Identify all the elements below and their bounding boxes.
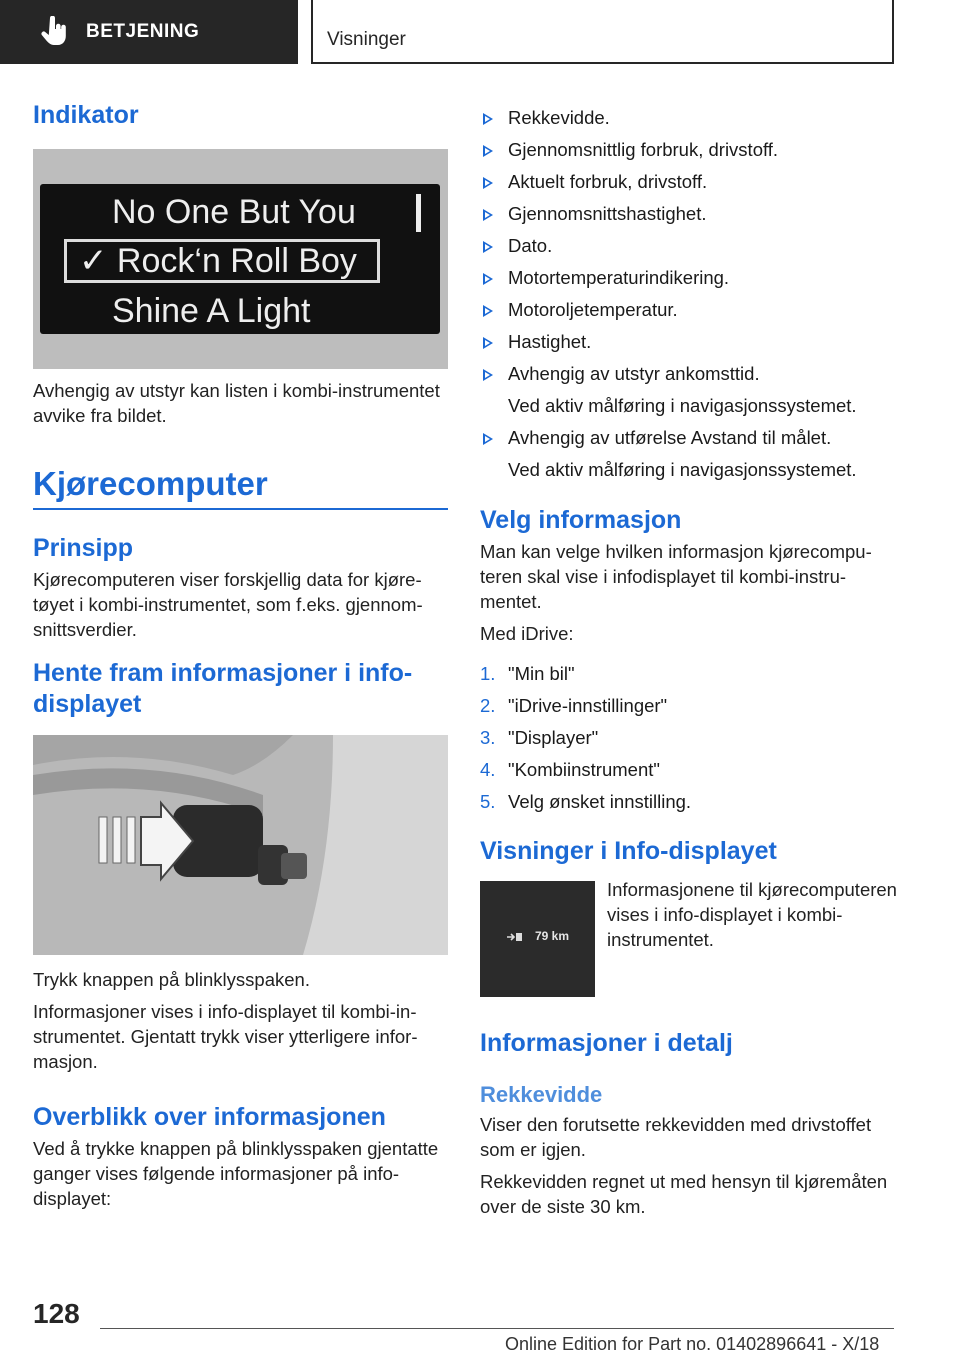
range-value: 79 km xyxy=(535,929,570,943)
triangle-bullet-icon xyxy=(483,433,493,445)
info-bullet-item xyxy=(480,233,895,258)
track-list-image xyxy=(33,149,448,369)
info-bullet-item xyxy=(480,105,895,130)
track-line-1: No One But You xyxy=(112,193,356,231)
step-number: 2. xyxy=(480,695,496,716)
hand-pointer-icon xyxy=(40,16,68,48)
bullet-text: Dato. xyxy=(508,235,553,256)
info-bullet-item xyxy=(480,425,895,482)
info-bullet-list xyxy=(480,105,895,482)
step-number: 5. xyxy=(480,791,496,812)
bullet-text: Avhengig av utstyr ankomsttid. xyxy=(508,363,760,384)
triangle-bullet-icon xyxy=(483,369,493,381)
bullet-text: Motortemperaturindikering. xyxy=(508,267,730,288)
track-line-3: Shine A Light xyxy=(112,292,311,330)
chapter-tab xyxy=(311,0,894,64)
bullet-text: Aktuelt forbruk, drivstoff. xyxy=(508,171,708,192)
edition-note: Online Edition for Part no. 01402896641 - X/18 xyxy=(505,1334,880,1354)
step-item xyxy=(480,789,895,814)
velg-heading: Velg informasjon xyxy=(480,506,682,534)
step-item xyxy=(480,725,895,750)
detalj-heading: Informasjoner i detalj xyxy=(480,1029,733,1057)
info-bullet-item xyxy=(480,169,895,194)
info-bullet-item xyxy=(480,297,895,322)
triangle-bullet-icon xyxy=(483,209,493,221)
track-line-2-selected: ✓ Rock‘n Roll Boy xyxy=(64,239,380,283)
chapter-label: Visninger xyxy=(327,29,406,50)
bullet-text: Avhengig av utførelse Avstand til målet. xyxy=(508,427,832,448)
prinsipp-heading: Prinsipp xyxy=(33,534,134,562)
triangle-bullet-icon xyxy=(483,337,493,349)
step-text: "iDrive-innstillinger" xyxy=(508,695,668,716)
triangle-bullet-icon xyxy=(483,145,493,157)
visninger-heading: Visninger i Info-displayet xyxy=(480,837,777,865)
overblikk-text: Ved å trykke knappen på blinklysspaken gjentatte ganger vises følgende informasjoner på info-displayet: xyxy=(33,1138,439,1209)
bullet-subtext: Ved aktiv målføring i navigasjonssystemet. xyxy=(508,459,857,480)
triangle-bullet-icon xyxy=(483,113,493,125)
indikator-heading: Indikator xyxy=(33,101,139,129)
right-column xyxy=(480,105,895,1219)
bullet-text: Gjennomsnittshastighet. xyxy=(508,203,707,224)
info-bullet-item xyxy=(480,201,895,226)
step-text: Velg ønsket innstilling. xyxy=(508,791,692,812)
rekkevidde-text-2: Rekkevidden regnet ut med hensyn til kjøremåten over de siste 30 km. xyxy=(480,1171,888,1217)
med-idrive-text: Med iDrive: xyxy=(480,623,574,644)
stalk-image xyxy=(33,735,448,955)
step-item xyxy=(480,661,895,686)
velg-text: Man kan velge hvilken informasjon kjørecomputeren skal vise i infodisplayet til kombi-instrumentet. xyxy=(480,541,872,612)
visninger-text: Informasjonene til kjørecomputeren vises i info-displayet i kombiinstrumentet. xyxy=(607,879,897,950)
bullet-text: Hastighet. xyxy=(508,331,592,352)
step-text: "Min bil" xyxy=(508,663,575,684)
step-number: 1. xyxy=(480,663,496,684)
info-bullet-item xyxy=(480,137,895,162)
prinsipp-text: Kjørecomputeren viser forskjellig data for kjøretøyet i kombi-instrumentet, som f.eks. gjennomsnittsverdier. xyxy=(33,569,423,640)
scrollbar-indicator xyxy=(416,194,421,232)
footer-rule xyxy=(100,1328,894,1329)
info-display-image xyxy=(480,881,595,997)
info-bullet-item xyxy=(480,361,895,418)
range-icon xyxy=(507,930,523,942)
section-label: BETJENING xyxy=(86,21,200,42)
bullet-text: Rekkevidde. xyxy=(508,107,610,128)
bullet-subtext: Ved aktiv målføring i navigasjonssystemet. xyxy=(508,395,857,416)
bullet-text: Motoroljetemperatur. xyxy=(508,299,678,320)
bullet-text: Gjennomsnittlig forbruk, drivstoff. xyxy=(508,139,779,160)
hente-text-1: Trykk knappen på blinklysspaken. xyxy=(33,969,310,990)
triangle-bullet-icon xyxy=(483,273,493,285)
left-column xyxy=(33,100,448,1211)
overblikk-heading: Overblikk over informasjonen xyxy=(33,1103,386,1131)
step-number: 4. xyxy=(480,759,496,780)
main-heading: Kjørecomputer xyxy=(33,465,268,502)
triangle-bullet-icon xyxy=(483,241,493,253)
image-caption: Avhengig av utstyr kan listen i kombi-instrumentet avvike fra bildet. xyxy=(33,380,440,426)
rekkevidde-heading: Rekkevidde xyxy=(480,1082,603,1107)
triangle-bullet-icon xyxy=(483,305,493,317)
page-number: 128 xyxy=(33,1298,80,1329)
idrive-step-list xyxy=(480,661,895,814)
step-item xyxy=(480,757,895,782)
heading-rule xyxy=(33,508,448,510)
rekkevidde-text-1: Viser den forutsette rekkevidden med drivstoffet som er igjen. xyxy=(480,1114,872,1160)
step-item xyxy=(480,693,895,718)
section-tab xyxy=(0,0,298,64)
step-number: 3. xyxy=(480,727,496,748)
step-text: "Kombiinstrument" xyxy=(508,759,660,780)
info-bullet-item xyxy=(480,329,895,354)
step-text: "Displayer" xyxy=(508,727,599,748)
triangle-bullet-icon xyxy=(483,177,493,189)
hente-text-2: Informasjoner vises i info-displayet til kombi-instrumentet. Gjentatt trykk viser ytterligere informasjon. xyxy=(33,1001,418,1072)
info-bullet-item xyxy=(480,265,895,290)
hente-heading: Hente fram informasjoner i infodisplayet xyxy=(33,659,413,718)
